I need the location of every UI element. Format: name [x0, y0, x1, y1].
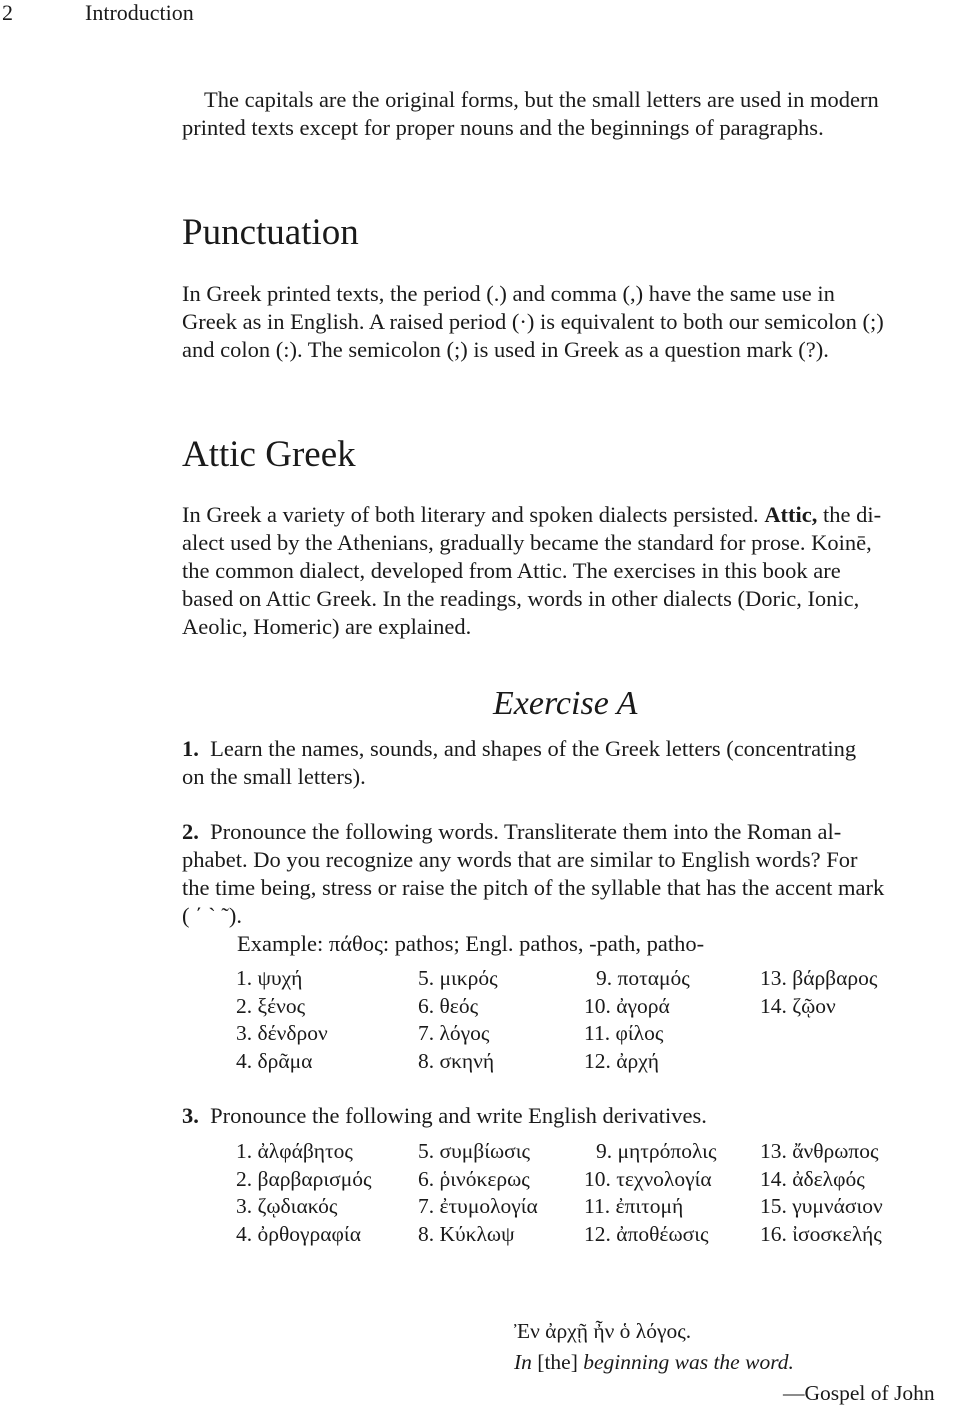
text-line: [182, 735, 955, 763]
example-line: Example: πάθος: pathos; Engl. pathos, -path, patho-: [237, 931, 705, 956]
text-line: the common dialect, developed from Attic. The exercises in this book are: [182, 558, 841, 583]
text-line: and colon (:). The semicolon (;) is used in Greek as a question mark (?).: [182, 337, 829, 362]
epigraph-greek: Ἐν ἀρχῇ ἦν ὁ λόγος.: [514, 1319, 692, 1343]
text-span: beginning was the word.: [577, 1350, 794, 1374]
text-line: phabet. Do you recognize any words that are similar to English words? For: [182, 847, 858, 872]
exercise-heading: Exercise A: [493, 685, 638, 722]
text-span: the di-: [823, 502, 882, 527]
text-line: the time being, stress or raise the pitch of the syllable that has the accent mark: [182, 875, 885, 900]
word-item: 1. ψυχή: [236, 966, 303, 990]
word-item: 7. λόγος: [418, 1021, 490, 1045]
text-span: In: [514, 1350, 538, 1374]
text-span: Pronounce the following words. Transliterate them into the Roman al-: [210, 819, 842, 844]
word-item: 5. συμβίωσις: [418, 1139, 531, 1163]
text-line: In Greek printed texts, the period (.) and comma (,) have the same use in: [182, 281, 835, 306]
exercise-item-2: [182, 818, 955, 958]
item-number: 1.: [182, 736, 199, 761]
exercise-item-3: [182, 1102, 955, 1130]
word-item: 12. ἀρχή: [584, 1048, 660, 1073]
text-span: Learn the names, sounds, and shapes of the Greek letters (concentrating: [210, 736, 857, 761]
punctuation-heading: Punctuation: [182, 212, 359, 253]
word-item: 1. ἀλφάβητος: [236, 1139, 353, 1163]
punctuation-paragraph: [182, 280, 955, 364]
word-item: 15. γυμνάσιον: [760, 1194, 883, 1218]
word-item: 10. τεχνολογία: [584, 1166, 712, 1191]
word-item: 14. ζῷον: [760, 993, 836, 1018]
running-head: [0, 0, 300, 24]
epigraph-english: [514, 1347, 954, 1378]
word-item: 10. ἀγορά: [584, 993, 670, 1018]
word-item: 8. σκηνή: [418, 1048, 495, 1073]
text-line: Greek as in English. A raised period (·) is equivalent to both our semicolon (;): [182, 309, 884, 334]
text-line: alect used by the Athenians, gradually became the standard for prose. Koinē,: [182, 530, 872, 555]
text-line: on the small letters).: [182, 764, 366, 789]
word-item: 11. ἐπιτομή: [584, 1194, 684, 1218]
word-item: 14. ἀδελφός: [760, 1166, 865, 1191]
word-item: 4. δρᾶμα: [236, 1048, 313, 1073]
word-item: 3. ζῳδιακός: [236, 1194, 338, 1218]
item-number: 2.: [182, 819, 199, 844]
item-number: 3.: [182, 1103, 199, 1128]
word-item: 12. ἀποθέωσις: [584, 1221, 709, 1246]
text-line: printed texts except for proper nouns and the beginnings of paragraphs.: [182, 115, 824, 140]
text-span: [the]: [537, 1350, 578, 1374]
word-item: 13. ἄνθρωπος: [760, 1139, 879, 1163]
bold-term: Attic,: [764, 502, 818, 527]
word-grid-2: [236, 965, 956, 1080]
exercise-item-1: [182, 735, 955, 791]
word-item: 2. ξένος: [236, 993, 306, 1018]
attic-paragraph: [182, 501, 955, 641]
attic-heading: Attic Greek: [182, 434, 356, 475]
intro-paragraph: [182, 86, 955, 142]
word-item: 16. ἰσοσκελής: [760, 1221, 882, 1246]
page-number: 2: [2, 0, 13, 25]
text-line: Aeolic, Homeric) are explained.: [182, 614, 472, 639]
word-item: 5. μικρός: [418, 966, 498, 990]
text-line: [182, 501, 955, 529]
word-grid-3: [236, 1138, 956, 1253]
text-line: [182, 1102, 955, 1130]
text-span: In Greek a variety of both literary and spoken dialects persisted.: [182, 502, 759, 527]
word-item: 2. βαρβαρισμός: [236, 1166, 372, 1191]
word-item: 4. ὀρθογραφία: [236, 1221, 361, 1246]
word-item: 9. μητρόπολις: [596, 1139, 717, 1163]
word-item: 6. ῥινόκερως: [418, 1166, 530, 1191]
text-line: The capitals are the original forms, but the small letters are used in modern: [204, 87, 879, 112]
word-item: 9. ποταμός: [596, 966, 690, 990]
text-line: [182, 818, 955, 846]
word-item: 3. δένδρον: [236, 1021, 328, 1045]
text-line: based on Attic Greek. In the readings, words in other dialects (Doric, Ionic,: [182, 586, 860, 611]
epigraph-attribution: —Gospel of John: [783, 1381, 935, 1405]
word-item: 7. ἐτυμολογία: [418, 1194, 538, 1218]
word-item: 6. θεός: [418, 993, 479, 1018]
word-item: 11. φίλος: [584, 1021, 664, 1045]
word-item: 13. βάρβαρος: [760, 966, 878, 990]
text-span: Pronounce the following and write English derivatives.: [210, 1103, 707, 1128]
text-line: ( ΄ ` ῀).: [182, 903, 242, 928]
word-item: 8. Κύκλωψ: [418, 1221, 515, 1246]
epigraph: [514, 1316, 954, 1409]
running-head-title: Introduction: [85, 0, 194, 25]
